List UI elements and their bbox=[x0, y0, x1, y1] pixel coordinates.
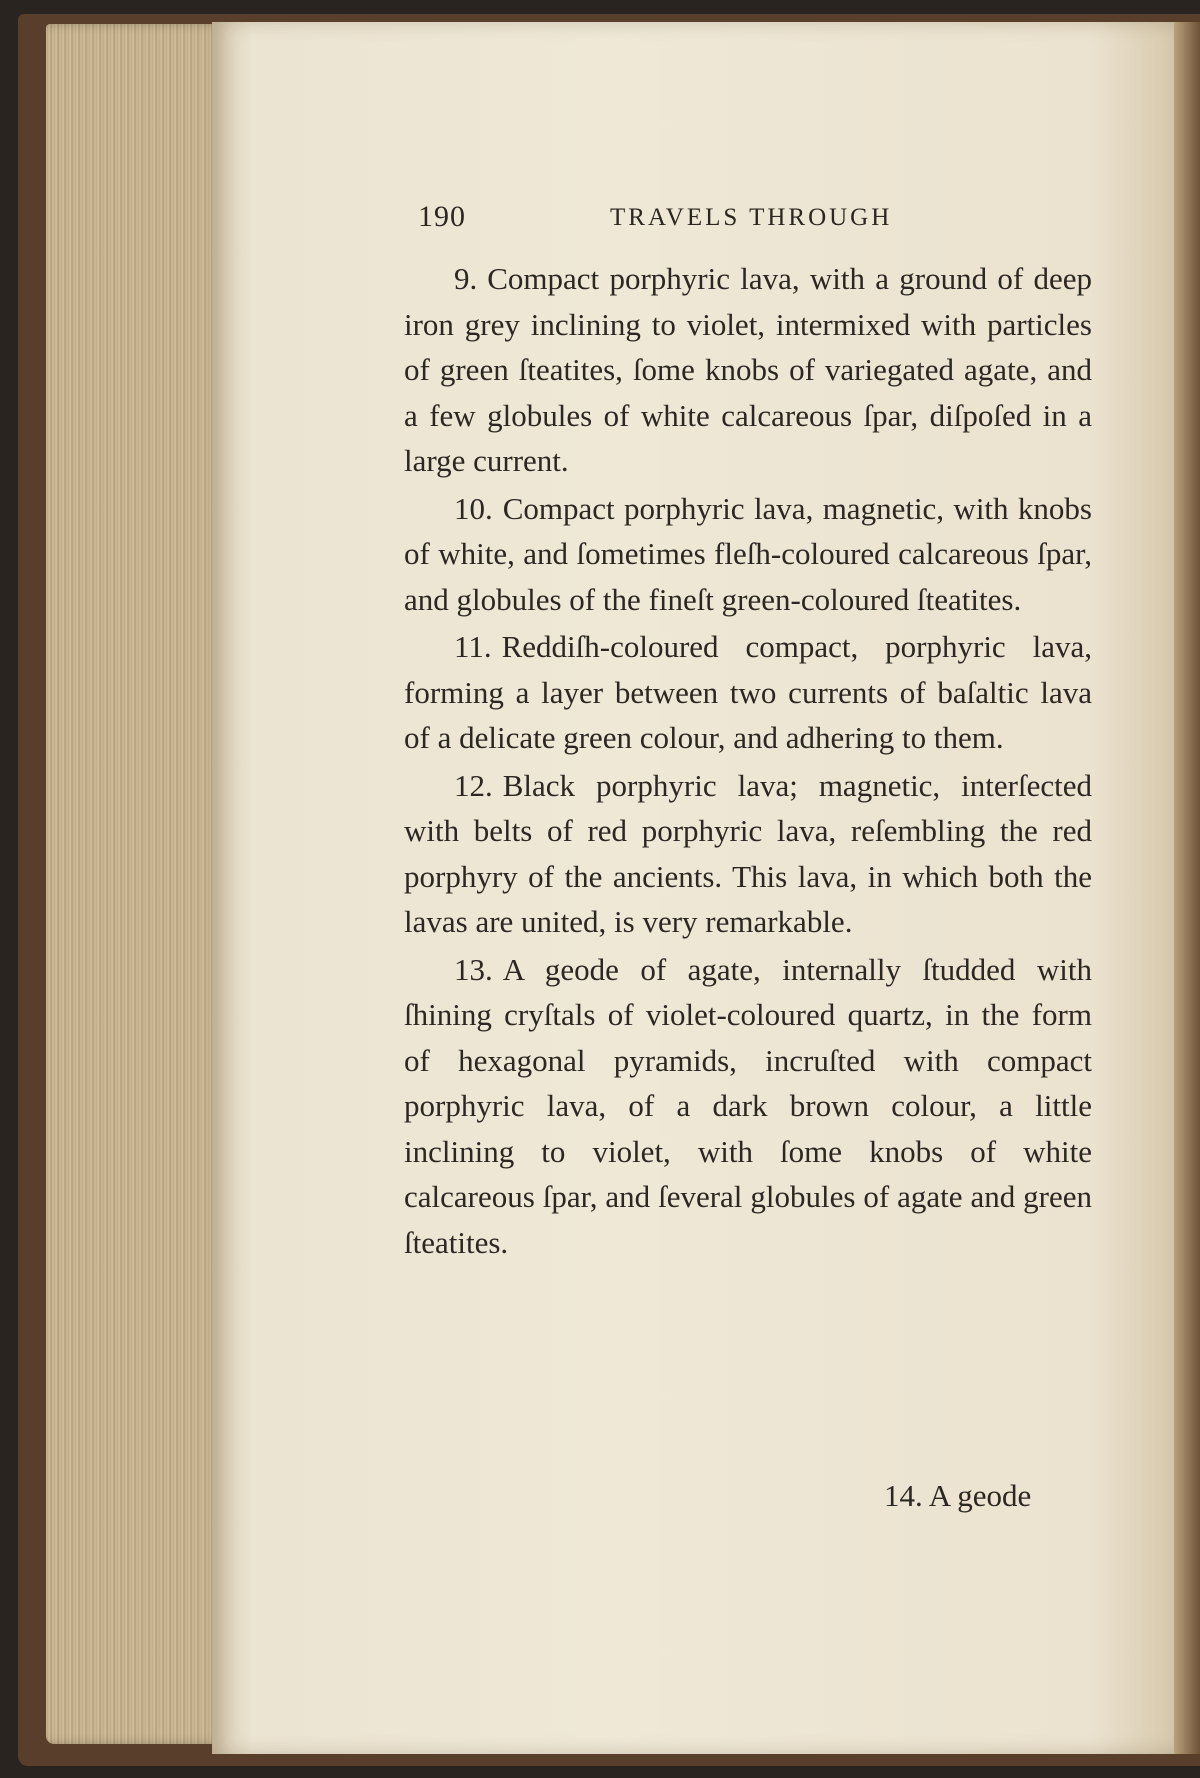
paragraph-text: Compact porphyric lava, with a ground of deep iron grey inclining to violet, intermixed with particles of green ſteatites, ſome knobs of variegated agate, and a few globules of white calcareous ſpar, diſpoſed in a large current. bbox=[404, 261, 1092, 478]
item-number: 11. bbox=[454, 629, 492, 664]
item-number: 13. bbox=[454, 951, 493, 987]
catchword: 14. A geode bbox=[884, 1478, 1032, 1513]
page-edges bbox=[46, 24, 222, 1744]
paragraph-text: Black porphyric lava; magnetic, interſected with belts of red porphyric lava, reſembling the red porphyry of the ancients. This lava, in which both the lavas are united, is very remarkable. bbox=[404, 767, 1092, 939]
item-number: 9. bbox=[454, 261, 478, 296]
page-number: 190 bbox=[418, 200, 466, 233]
item-number: 12. bbox=[454, 767, 493, 803]
paragraph-12 bbox=[404, 763, 1092, 945]
paragraph-text: Compact porphyric lava, magnetic, with knobs of white, and ſometimes fleſh-coloured calcareous ſpar, and globules of the fineſt green-coloured ſteatites. bbox=[404, 490, 1092, 617]
paragraph-text: A geode of agate, internally ſtudded with ſhining cryſtals of violet-coloured quartz, in the form of hexagonal pyramids, incruſted with compact porphyric lava, of a dark brown colour, a little inclining to violet, with ſome knobs of white calcareous ſpar, and ſeveral globules of agate and green ſteatites. bbox=[404, 951, 1092, 1260]
facing-page-edge bbox=[1174, 22, 1200, 1754]
paragraph-10 bbox=[404, 486, 1092, 623]
paragraph-11 bbox=[404, 624, 1092, 761]
running-head bbox=[418, 200, 978, 240]
paragraph-9 bbox=[404, 256, 1092, 484]
paragraph-text: Reddiſh-coloured compact, porphyric lava, forming a layer between two currents of baſaltic lava of a delicate green colour, and adhering to them. bbox=[404, 629, 1092, 755]
body-text bbox=[404, 256, 1092, 1267]
running-title: TRAVELS THROUGH bbox=[610, 204, 893, 231]
paragraph-13 bbox=[404, 947, 1092, 1266]
item-number: 10. bbox=[454, 490, 493, 526]
